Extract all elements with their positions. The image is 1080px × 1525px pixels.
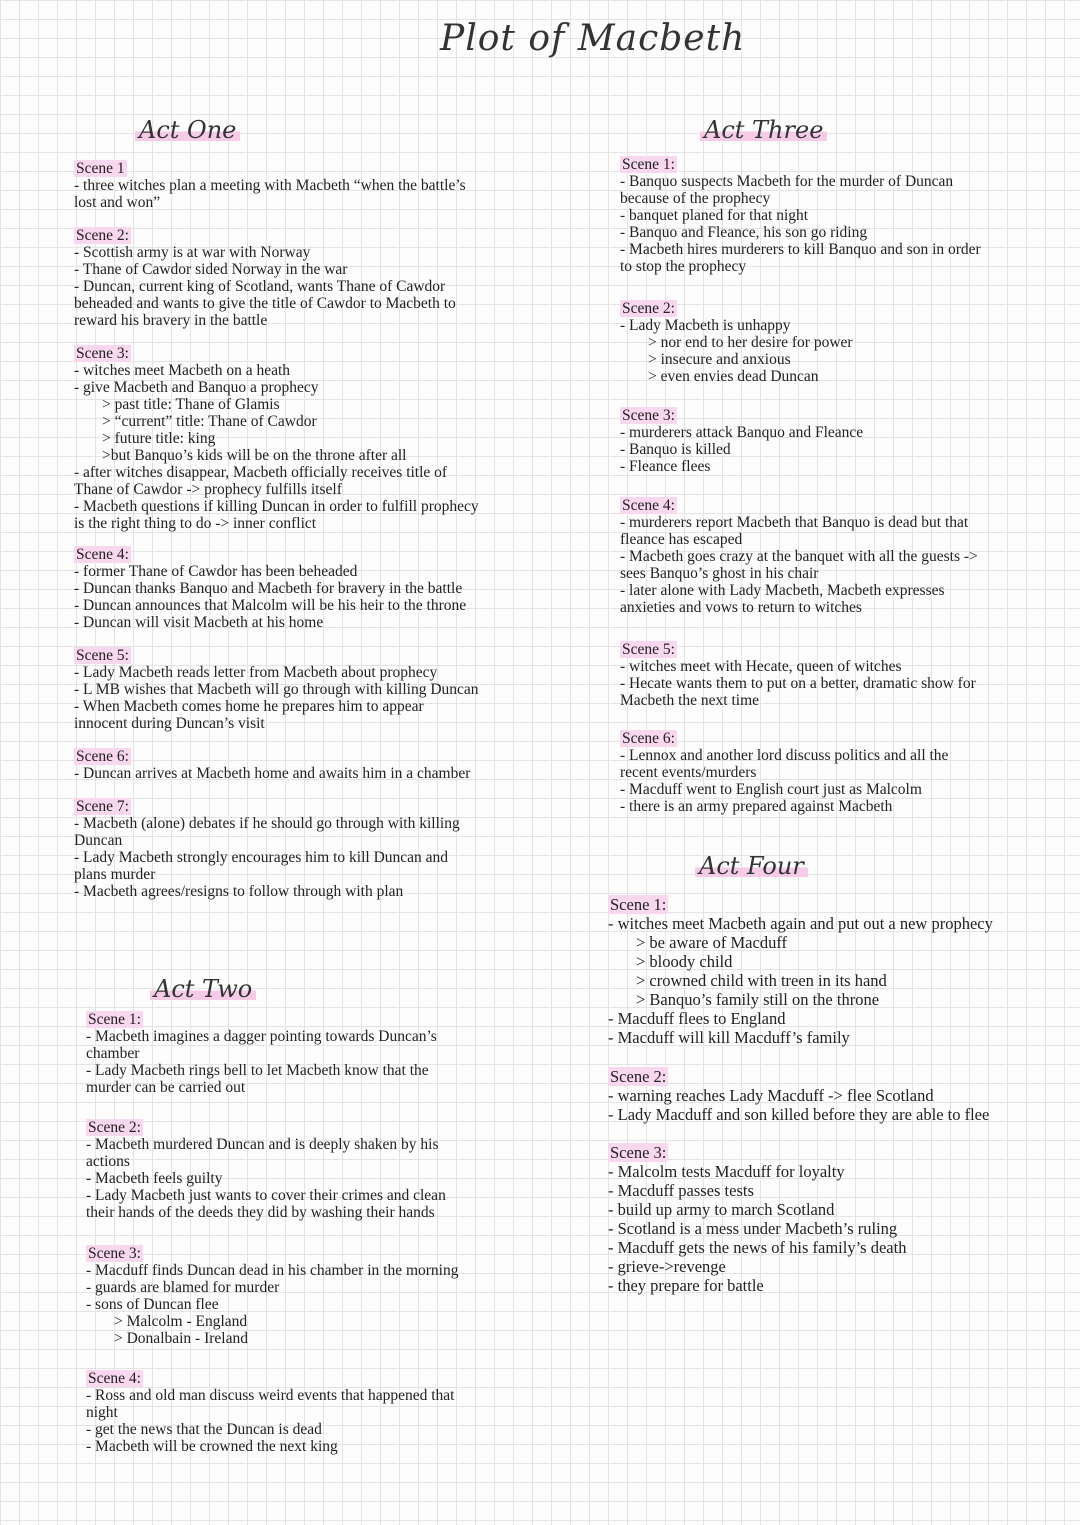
scene-line: - witches meet Macbeth again and put out a new prophecy — [608, 914, 993, 933]
scene-subpoint: > Donalbain - Ireland — [114, 1330, 248, 1347]
scene-line: lost and won” — [74, 194, 161, 211]
act3-scene5 — [620, 641, 976, 709]
scene-line: - Lady Macbeth is unhappy — [620, 317, 791, 334]
scene-line: - Macbeth will be crowned the next king — [86, 1438, 338, 1455]
scene-line: recent events/murders — [620, 764, 757, 781]
act4-scene1 — [608, 895, 993, 1047]
scene-subpoint: > Banquo’s family still on the throne — [636, 990, 880, 1009]
scene-line: - Lady Macduff and son killed before they are able to flee — [608, 1105, 990, 1124]
act2-scene2 — [86, 1119, 446, 1221]
scene-line: - murderers report Macbeth that Banquo is dead but that — [620, 514, 969, 531]
act2-scene3 — [86, 1245, 458, 1347]
act2-scene4 — [86, 1370, 454, 1455]
scene-line: - Macbeth feels guilty — [86, 1170, 223, 1187]
scene-line: - Lennox and another lord discuss politics and all the — [620, 747, 949, 764]
scene-line: - Banquo and Fleance, his son go riding — [620, 224, 868, 241]
scene-line: anxieties and vows to return to witches — [620, 599, 862, 616]
scene-label: Scene 3: — [88, 1245, 141, 1262]
scene-line: - Scottish army is at war with Norway — [74, 244, 311, 261]
act-three-heading: Act Three — [700, 116, 827, 144]
scene-line: - Banquo suspects Macbeth for the murder of Duncan — [620, 173, 954, 190]
act1-scene4 — [74, 546, 466, 631]
scene-label: Scene 3: — [76, 345, 129, 362]
scene-line: - Macbeth hires murderers to kill Banquo and son in order — [620, 241, 981, 258]
act4-scene3 — [608, 1143, 906, 1295]
scene-line: - witches meet with Hecate, queen of witches — [620, 658, 902, 675]
act2-scene1 — [86, 1011, 437, 1096]
act-two-heading: Act Two — [150, 975, 256, 1003]
scene-label: Scene 1: — [622, 156, 675, 173]
act4-scene2 — [608, 1067, 989, 1124]
scene-line: - Banquo is killed — [620, 441, 731, 458]
scene-line: - Macduff will kill Macduff’s family — [608, 1028, 850, 1047]
scene-line: - Hecate wants them to put on a better, dramatic show for — [620, 675, 976, 692]
scene-line: beheaded and wants to give the title of Cawdor to Macbeth to — [74, 295, 456, 312]
act1-scene1 — [74, 160, 466, 211]
scene-line: - after witches disappear, Macbeth officially receives title of — [74, 464, 448, 481]
scene-label: Scene 4: — [76, 546, 129, 563]
scene-subpoint: >but Banquo’s kids will be on the throne after all — [102, 447, 407, 464]
scene-line: - Duncan arrives at Macbeth home and awaits him in a chamber — [74, 765, 471, 782]
act1-scene7 — [74, 798, 460, 900]
scene-line: sees Banquo’s ghost in his chair — [620, 565, 819, 582]
scene-label: Scene 6: — [76, 748, 129, 765]
scene-line: - there is an army prepared against Macbeth — [620, 798, 893, 815]
scene-label: Scene 1 — [76, 160, 125, 177]
scene-line: - warning reaches Lady Macduff -> flee Scotland — [608, 1086, 934, 1105]
scene-line: Thane of Cawdor -> prophecy fulfills itself — [74, 481, 342, 498]
act3-scene1 — [620, 156, 981, 275]
scene-line: - guards are blamed for murder — [86, 1279, 280, 1296]
scene-line: their hands of the deeds they did by washing their hands — [86, 1204, 435, 1221]
scene-line: - witches meet Macbeth on a heath — [74, 362, 291, 379]
scene-subpoint: > bloody child — [636, 952, 733, 971]
scene-subpoint: > even envies dead Duncan — [648, 368, 819, 385]
scene-label: Scene 2: — [88, 1119, 141, 1136]
scene-line: - Macbeth questions if killing Duncan in order to fulfill prophecy — [74, 498, 479, 515]
scene-line: night — [86, 1404, 118, 1421]
scene-line: - Lady Macbeth reads letter from Macbeth about prophecy — [74, 664, 438, 681]
scene-line: - give Macbeth and Banquo a prophecy — [74, 379, 319, 396]
scene-label: Scene 1: — [610, 895, 667, 914]
scene-label: Scene 4: — [622, 497, 675, 514]
scene-line: innocent during Duncan’s visit — [74, 715, 265, 732]
scene-line: - Duncan, current king of Scotland, wants Thane of Cawdor — [74, 278, 446, 295]
scene-label: Scene 4: — [88, 1370, 141, 1387]
scene-line: - When Macbeth comes home he prepares him to appear — [74, 698, 424, 715]
scene-line: - murderers attack Banquo and Fleance — [620, 424, 864, 441]
page-title: Plot of Macbeth — [440, 18, 746, 59]
scene-line: - build up army to march Scotland — [608, 1200, 835, 1219]
scene-line: - they prepare for battle — [608, 1276, 764, 1295]
act1-scene2 — [74, 227, 456, 329]
scene-line: - banquet planed for that night — [620, 207, 809, 224]
scene-line: actions — [86, 1153, 130, 1170]
scene-line: - Macbeth murdered Duncan and is deeply shaken by his — [86, 1136, 439, 1153]
act1-scene3 — [74, 345, 479, 532]
scene-line: - grieve->revenge — [608, 1257, 726, 1276]
scene-line: because of the prophecy — [620, 190, 771, 207]
scene-line: - Fleance flees — [620, 458, 711, 475]
act1-scene6 — [74, 748, 470, 782]
scene-line: is the right thing to do -> inner conflict — [74, 515, 317, 532]
scene-line: - Thane of Cawdor sided Norway in the war — [74, 261, 348, 278]
scene-line: - Macbeth imagines a dagger pointing towards Duncan’s — [86, 1028, 437, 1045]
scene-label: Scene 5: — [76, 647, 129, 664]
scene-subpoint: > crowned child with treen in its hand — [636, 971, 887, 990]
scene-label: Scene 3: — [610, 1143, 667, 1162]
scene-line: - later alone with Lady Macbeth, Macbeth expresses — [620, 582, 945, 599]
scene-line: - Macbeth goes crazy at the banquet with all the guests -> — [620, 548, 978, 565]
scene-line: - Macduff gets the news of his family’s death — [608, 1238, 907, 1257]
scene-subpoint: > nor end to her desire for power — [648, 334, 853, 351]
scene-label: Scene 6: — [622, 730, 675, 747]
scene-line: - Macduff went to English court just as Malcolm — [620, 781, 922, 798]
scene-subpoint: > Malcolm - England — [114, 1313, 248, 1330]
act1-scene5 — [74, 647, 479, 732]
scene-subpoint: > insecure and anxious — [648, 351, 791, 368]
scene-line: - Duncan thanks Banquo and Macbeth for bravery in the battle — [74, 580, 463, 597]
scene-line: chamber — [86, 1045, 140, 1062]
scene-line: Macbeth the next time — [620, 692, 760, 709]
scene-line: - sons of Duncan flee — [86, 1296, 219, 1313]
act-four-heading: Act Four — [695, 852, 808, 880]
scene-line: fleance has escaped — [620, 531, 743, 548]
scene-subpoint: > be aware of Macduff — [636, 933, 788, 952]
scene-label: Scene 2: — [76, 227, 129, 244]
scene-line: - Macbeth (alone) debates if he should go through with killing — [74, 815, 460, 832]
scene-label: Scene 2: — [622, 300, 675, 317]
scene-label: Scene 2: — [610, 1067, 667, 1086]
scene-label: Scene 7: — [76, 798, 129, 815]
scene-line: - Macbeth agrees/resigns to follow through with plan — [74, 883, 404, 900]
scene-line: murder can be carried out — [86, 1079, 246, 1096]
scene-line: plans murder — [74, 866, 156, 883]
scene-line: - Macduff passes tests — [608, 1181, 754, 1200]
scene-line: - Ross and old man discuss weird events that happened that — [86, 1387, 455, 1404]
scene-label: Scene 5: — [622, 641, 675, 658]
scene-label: Scene 1: — [88, 1011, 141, 1028]
scene-line: - get the news that the Duncan is dead — [86, 1421, 322, 1438]
scene-line: reward his bravery in the battle — [74, 312, 268, 329]
scene-line: - Malcolm tests Macduff for loyalty — [608, 1162, 845, 1181]
act3-scene2 — [620, 300, 853, 385]
scene-line: - L MB wishes that Macbeth will go through with killing Duncan — [74, 681, 479, 698]
scene-line: Duncan — [74, 832, 123, 849]
scene-label: Scene 3: — [622, 407, 675, 424]
scene-line: to stop the prophecy — [620, 258, 747, 275]
scene-line: - Duncan announces that Malcolm will be his heir to the throne — [74, 597, 467, 614]
act3-scene6 — [620, 730, 948, 815]
scene-line: - Lady Macbeth strongly encourages him to kill Duncan and — [74, 849, 449, 866]
scene-line: - Macduff finds Duncan dead in his chamber in the morning — [86, 1262, 459, 1279]
scene-line: - Lady Macbeth rings bell to let Macbeth know that the — [86, 1062, 429, 1079]
act3-scene4 — [620, 497, 978, 616]
act-one-heading: Act One — [135, 116, 240, 144]
scene-subpoint: > “current” title: Thane of Cawdor — [102, 413, 317, 430]
scene-line: - Scotland is a mess under Macbeth’s ruling — [608, 1219, 898, 1238]
scene-subpoint: > future title: king — [102, 430, 216, 447]
scene-line: - three witches plan a meeting with Macbeth “when the battle’s — [74, 177, 466, 194]
scene-line: - former Thane of Cawdor has been beheaded — [74, 563, 358, 580]
scene-subpoint: > past title: Thane of Glamis — [102, 396, 280, 413]
act3-scene3 — [620, 407, 863, 475]
scene-line: - Duncan will visit Macbeth at his home — [74, 614, 324, 631]
scene-line: - Lady Macbeth just wants to cover their crimes and clean — [86, 1187, 446, 1204]
scene-line: - Macduff flees to England — [608, 1009, 786, 1028]
